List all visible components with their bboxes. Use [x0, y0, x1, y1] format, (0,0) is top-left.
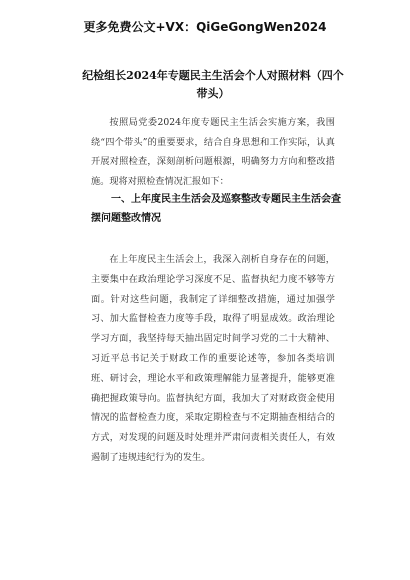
- document-title: 纪检组长2024年专题民主生活会个人对照材料（四个带头）: [82, 69, 344, 100]
- promo-banner: 更多免费公文+VX：QiGeGongWen2024: [83, 20, 327, 34]
- section-paragraph: 在上年度民主生活会上，我深入剖析自身存在的问题，主要集中在政治理论学习深度不足、监督执纪力度不够等方面。针对这些问题，我制定了详细整改措施，通过加强学习、加大监督检查力度等手段，取得了明显成效。政治理论学习方面，我坚持每天抽出固定时间学习党的二十大精神、习近平总书记关于财政工作的重要论述等，参加各类培训班、研讨会，理论水平和政策理解能力显著提升，能够更准确把握政策导向。监督执纪方面，我加大了对财政资金使用情况的监督检查力度，采取定期检查与不定期抽查相结合的方式，对发现的问题及时处理并严肃问责相关责任人，有效遏制了违规违纪行为的发生。: [91, 254, 335, 463]
- section-heading: 一、上年度民主生活会及巡察整改专题民主生活会查摆问题整改情况: [91, 194, 341, 224]
- intro-paragraph: 按照局党委2024年度专题民主生活会实施方案，我围绕“四个带头”的重要要求，结合自身思想和工作实际，认真开展对照检查，深刻剖析问题根源，明确努力方向和整改措施。现将对照检查情况汇报如下：: [91, 117, 335, 187]
